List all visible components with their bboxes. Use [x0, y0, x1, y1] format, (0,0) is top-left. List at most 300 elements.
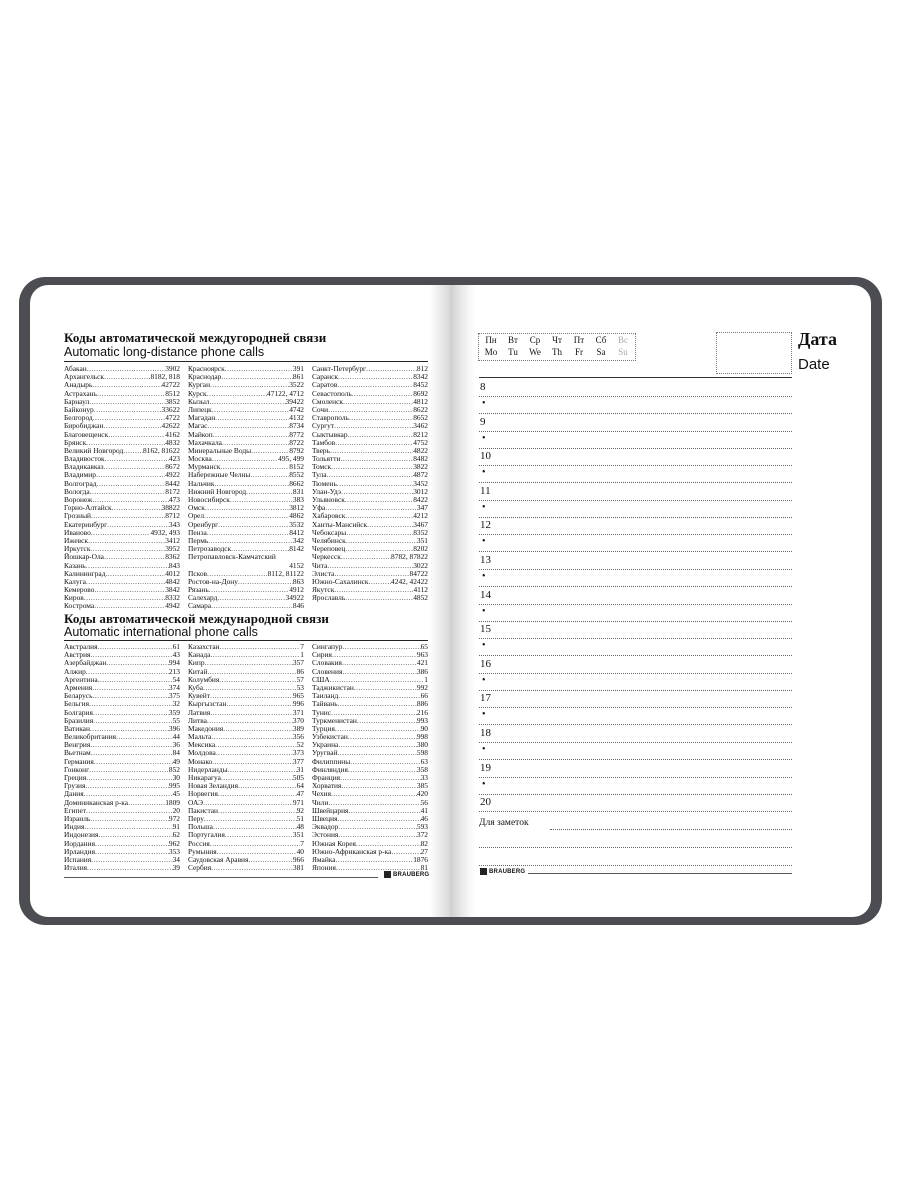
leader-dots: [219, 676, 296, 684]
city-code-row: [312, 431, 428, 439]
leader-dots: [338, 823, 417, 831]
city-code-row-code: 8782, 87822: [391, 553, 428, 562]
leader-dots: [222, 439, 289, 447]
notes-line[interactable]: [479, 847, 792, 848]
leader-dots: [92, 381, 161, 389]
date-label-en: Date: [798, 356, 830, 373]
city-code-row-code: 84722: [409, 569, 428, 578]
city-code-row: [312, 422, 428, 430]
city-code-row-name: Севастополь: [312, 389, 352, 398]
city-code-row-name: Абакан: [64, 365, 87, 373]
country-code-row-name: Словакия: [312, 659, 342, 668]
city-code-row-name: Кемерово: [64, 586, 95, 595]
subhour-line[interactable]: [479, 794, 792, 795]
country-code-row-code: 65: [420, 643, 428, 651]
date-label-ru: Дата: [798, 329, 837, 349]
city-code-row-code: 861: [292, 373, 304, 382]
city-code-row-code: 3452: [413, 479, 428, 488]
city-code-row-code: 8142: [289, 545, 304, 554]
country-code-row: [312, 733, 428, 741]
country-code-row-code: 51: [296, 814, 304, 823]
country-code-row-name: Индонезия: [64, 831, 99, 840]
city-code-row: [64, 365, 180, 373]
leader-dots: [210, 692, 293, 700]
leader-dots: [104, 553, 165, 561]
country-code-row-code: 421: [416, 659, 428, 668]
country-code-row-name: Кувейт: [188, 692, 210, 701]
city-code-row-name: Смоленск: [312, 397, 343, 406]
country-code-row-name: Хорватия: [312, 782, 342, 791]
leader-dots: [205, 504, 289, 512]
subhour-line[interactable]: [479, 448, 792, 449]
country-code-row-code: 385: [416, 782, 428, 791]
city-code-row-code: 3812: [289, 504, 304, 513]
hour-line[interactable]: [479, 638, 792, 639]
leader-dots: [215, 414, 289, 422]
country-code-row-name: Тайвань: [312, 700, 338, 709]
weekday-ru-6[interactable]: Сб: [595, 335, 607, 345]
leader-dots: [84, 790, 173, 798]
city-code-row-code: 8622: [413, 405, 428, 414]
city-code-row: [312, 504, 428, 512]
leader-dots: [225, 365, 293, 373]
country-code-row: [64, 709, 180, 717]
country-code-row: [188, 774, 304, 782]
date-box[interactable]: [716, 332, 792, 374]
city-code-row-name: Киров: [64, 594, 84, 603]
country-code-row-name: Вьетнам: [64, 749, 91, 758]
leader-dots: [238, 578, 293, 586]
leader-dots: [211, 864, 293, 872]
country-code-row-code: 353: [168, 847, 180, 856]
city-code-row-code: 843: [168, 561, 180, 570]
weekday-ru-3[interactable]: Ср: [529, 335, 541, 345]
city-code-row-name: Вологда: [64, 487, 90, 496]
country-code-row-code: 995: [168, 782, 180, 791]
city-code-row-name: Горно-Алтайск: [64, 504, 112, 513]
city-code-row-code: 8342: [413, 373, 428, 382]
city-code-row-name: Чебоксары: [312, 528, 347, 537]
country-code-row-name: Доминиканская р-ка: [64, 798, 129, 807]
country-code-row: [312, 766, 428, 774]
city-code-row: [64, 521, 180, 529]
leader-dots: [104, 373, 150, 381]
subhour-line[interactable]: [479, 413, 792, 414]
country-code-row-name: Чехия: [312, 790, 332, 799]
country-code-row: [64, 799, 180, 807]
weekday-en-5[interactable]: Fr: [574, 347, 583, 357]
leader-dots: [345, 594, 413, 602]
city-code-row: [64, 406, 180, 414]
leader-dots: [341, 553, 391, 561]
subhour-line[interactable]: [479, 517, 792, 518]
leader-dots: [209, 586, 289, 594]
leader-dots: [90, 815, 169, 823]
country-code-row: [188, 700, 304, 708]
hour-label-11: 11: [480, 484, 491, 497]
city-code-row-code: 347: [416, 504, 428, 513]
country-code-row: [312, 831, 428, 839]
leader-dots: [89, 700, 173, 708]
city-code-row-name: Барнаул: [64, 397, 90, 406]
country-code-row-code: 81: [420, 864, 428, 873]
city-code-row: [64, 578, 180, 586]
leader-dots: [86, 562, 169, 570]
hour-line[interactable]: [479, 465, 792, 466]
hour-label-15: 15: [480, 623, 491, 636]
leader-dots: [97, 643, 172, 651]
leader-dots: [238, 782, 297, 790]
leader-dots: [220, 643, 301, 651]
leader-dots: [335, 439, 413, 447]
country-code-row-name: Армения: [64, 683, 93, 692]
leader-dots: [90, 651, 172, 659]
city-code-row-name: Калуга: [64, 577, 86, 586]
leader-dots: [217, 848, 297, 856]
bullet-point: •: [482, 744, 486, 755]
hour-line[interactable]: [479, 500, 792, 501]
city-code-row-code: 3532: [289, 520, 304, 529]
weekday-en-2[interactable]: Tu: [508, 347, 518, 357]
leader-dots: [348, 807, 420, 815]
country-code-row-code: 505: [292, 774, 304, 782]
notes-line[interactable]: [550, 829, 792, 830]
country-code-row-name: Южно-Африканская р-ка: [312, 847, 392, 856]
city-code-row-name: Биробиджан: [64, 422, 104, 431]
leader-dots: [86, 668, 169, 676]
leader-dots: [207, 422, 289, 430]
country-code-row-code: 852: [168, 765, 180, 774]
country-code-row-name: Италия: [64, 864, 88, 873]
city-code-row-code: 4132: [289, 414, 304, 423]
country-code-row-name: Иордания: [64, 839, 95, 848]
leader-dots: [207, 717, 293, 725]
city-code-row: [64, 488, 180, 496]
city-code-row-name: Краснодар: [188, 373, 222, 382]
subhour-line[interactable]: [479, 655, 792, 656]
leader-dots: [337, 381, 413, 389]
notes-line[interactable]: [479, 865, 792, 866]
city-code-row-code: 4742: [289, 405, 304, 414]
subhour-line[interactable]: [479, 690, 792, 691]
hour-line[interactable]: [479, 604, 792, 605]
weekday-en-6[interactable]: Sa: [596, 347, 606, 357]
country-code-row: [64, 733, 180, 741]
leader-dots: [204, 815, 297, 823]
country-code-row-name: Гонконг: [64, 765, 90, 774]
city-code-row: [64, 570, 180, 578]
city-code-row-name: Байконур: [64, 405, 94, 414]
leader-dots: [349, 414, 413, 422]
hour-line[interactable]: [479, 534, 792, 535]
country-code-row: [64, 807, 180, 815]
country-code-row-code: 886: [416, 700, 428, 709]
city-code-row-name: Мурманск: [188, 463, 221, 472]
city-code-row-name: Череповец: [312, 545, 346, 554]
leader-dots: [212, 758, 293, 766]
leader-dots: [218, 790, 297, 798]
hour-line[interactable]: [479, 673, 792, 674]
hour-line[interactable]: [479, 396, 792, 397]
leader-dots: [92, 684, 169, 692]
leader-dots: [330, 676, 425, 684]
city-code-row-code: 495, 499: [278, 455, 304, 464]
city-code-row-name: Новосибирск: [188, 496, 230, 504]
subhour-line[interactable]: [479, 551, 792, 552]
city-code-row-code: 8212: [413, 430, 428, 439]
city-code-row: [312, 390, 428, 398]
country-code-row: [64, 643, 180, 651]
hour-line[interactable]: [479, 742, 792, 743]
leader-dots: [330, 447, 413, 455]
city-code-row-name: Хабаровск: [312, 512, 346, 521]
city-code-row: [188, 521, 304, 529]
leader-dots: [84, 594, 165, 602]
country-code-row: [64, 831, 180, 839]
country-code-row-code: 994: [168, 659, 180, 668]
country-code-row-code: 31: [296, 765, 304, 774]
country-code-row-name: Турция: [312, 724, 335, 733]
city-code-row-name: Тверь: [312, 446, 330, 455]
country-code-row-name: Мальта: [188, 733, 212, 742]
leader-dots: [86, 439, 165, 447]
leader-dots: [348, 766, 417, 774]
leader-dots: [205, 659, 293, 667]
country-code-row: [64, 676, 180, 684]
city-code-row: [188, 422, 304, 430]
city-code-row: [64, 414, 180, 422]
country-code-row-name: Венгрия: [64, 741, 91, 750]
leader-dots: [334, 570, 409, 578]
subhour-line[interactable]: [479, 482, 792, 483]
city-code-row: [188, 406, 304, 414]
city-code-row-name: Москва: [188, 455, 212, 464]
leader-dots: [213, 823, 297, 831]
hour-line[interactable]: [479, 777, 792, 778]
country-code-row: [188, 709, 304, 717]
leader-dots: [338, 831, 417, 839]
city-code-row-code: 4812: [413, 397, 428, 406]
weekday-en-7[interactable]: Su: [618, 347, 628, 357]
city-code-row-code: 3462: [413, 422, 428, 431]
city-code-row: [188, 398, 304, 406]
country-code-row-code: 53: [296, 683, 304, 692]
leader-dots: [336, 856, 414, 864]
brand-name: BRAUBERG: [489, 868, 526, 875]
subhour-line[interactable]: [479, 621, 792, 622]
leader-dots: [95, 848, 169, 856]
city-code-row: [188, 488, 304, 496]
weekday-ru-7[interactable]: Вс: [618, 335, 628, 345]
country-code-row-code: 377: [292, 757, 304, 766]
country-code-row-name: Беларусь: [64, 692, 93, 701]
leader-dots: [128, 799, 165, 807]
country-code-row-code: 56: [420, 798, 428, 807]
bullet-point: •: [482, 674, 486, 686]
city-code-row-name: Нальчик: [188, 479, 215, 488]
country-code-row-code: 54: [172, 675, 180, 684]
city-code-row: [188, 390, 304, 398]
footer-rule-right: [528, 873, 792, 874]
city-code-row: [64, 480, 180, 488]
city-code-row-name: Благовещенск: [64, 430, 109, 439]
city-code-row: [64, 447, 180, 455]
leader-dots: [218, 521, 289, 529]
leader-dots: [331, 709, 417, 717]
country-code-row-name: Узбекистан: [312, 733, 348, 742]
country-code-row-code: 971: [292, 798, 304, 807]
city-code-row-code: 846: [292, 602, 304, 611]
leader-dots: [123, 447, 143, 455]
weekday-en-3[interactable]: We: [529, 347, 541, 357]
hour-line[interactable]: [479, 811, 792, 812]
country-code-row-code: 82: [420, 839, 428, 848]
country-code-row-code: 993: [416, 716, 428, 725]
bullet-point: •: [482, 432, 486, 444]
city-code-row: [312, 373, 428, 381]
city-code-row-name: Санкт-Петербург: [312, 365, 367, 373]
country-code-row-code: 965: [292, 692, 304, 701]
city-code-row: [312, 594, 428, 602]
country-code-row-code: 216: [416, 708, 428, 717]
hour-line[interactable]: [479, 431, 792, 432]
leader-dots: [86, 807, 173, 815]
leader-dots: [207, 529, 289, 537]
country-code-row-name: Египет: [64, 806, 86, 815]
country-code-row-name: Словения: [312, 667, 343, 676]
country-code-row-name: Сирия: [312, 651, 332, 660]
leader-dots: [105, 455, 169, 463]
city-code-row-name: Курск: [188, 389, 207, 398]
weekday-en-4[interactable]: Th: [552, 347, 562, 357]
schedule-top-rule: [479, 377, 792, 378]
country-code-row-code: 1876: [413, 855, 428, 864]
country-code-row: [312, 651, 428, 659]
city-code-row: [64, 496, 180, 504]
country-code-row-code: 30: [172, 774, 180, 782]
city-code-row-code: 3952: [165, 545, 180, 554]
city-code-row-code: 3852: [165, 397, 180, 406]
country-code-row-code: 373: [292, 749, 304, 758]
city-code-row-name: Владикавказ: [64, 463, 104, 472]
leader-dots: [369, 578, 392, 586]
city-code-row-code: 4932, 493: [150, 528, 180, 537]
country-code-row: [64, 749, 180, 757]
weekday-ru-2[interactable]: Вт: [508, 335, 518, 345]
city-code-row: [312, 406, 428, 414]
country-code-row-name: Куба: [188, 683, 204, 692]
country-code-row-name: Швейцария: [312, 806, 349, 815]
country-code-row-name: США: [312, 675, 330, 684]
city-code-row-name: Пермь: [188, 536, 209, 545]
weekday-ru-4[interactable]: Чт: [552, 335, 562, 345]
country-code-row-name: Китай: [188, 667, 208, 676]
leader-dots: [210, 651, 300, 659]
country-code-row-name: Саудовская Аравия: [188, 855, 249, 864]
city-code-row-code: 4822: [413, 446, 428, 455]
country-code-row-code: 57: [296, 675, 304, 684]
hour-line[interactable]: [479, 569, 792, 570]
leader-dots: [212, 455, 278, 463]
country-code-row: [64, 741, 180, 749]
country-code-row-name: Тунис: [312, 708, 332, 717]
city-code-row: [312, 488, 428, 496]
international-title: Коды автоматической международной связи: [64, 611, 329, 626]
leader-dots: [348, 431, 414, 439]
weekday-ru-5[interactable]: Пт: [573, 335, 585, 345]
country-code-row-name: Аргентина: [64, 675, 98, 684]
city-code-row-name: Ставрополь: [312, 414, 349, 423]
country-code-row: [64, 782, 180, 790]
subhour-line[interactable]: [479, 586, 792, 587]
city-code-row: [312, 553, 428, 561]
subhour-line[interactable]: [479, 724, 792, 725]
country-code-row-name: Сингапур: [312, 643, 343, 651]
city-code-row: [188, 570, 304, 578]
city-code-row-name: Элиста: [312, 569, 335, 578]
weekday-en-1[interactable]: Mo: [484, 347, 498, 357]
country-code-row-code: 41: [420, 806, 428, 815]
country-code-row: [188, 725, 304, 733]
country-code-row-code: 66: [420, 692, 428, 701]
country-code-row: [64, 684, 180, 692]
city-code-row-name: Красноярск: [188, 365, 225, 373]
leader-dots: [95, 840, 169, 848]
country-code-row-name: Македония: [188, 724, 224, 733]
city-code-row-name: Архангельск: [64, 373, 105, 382]
leader-dots: [104, 463, 166, 471]
city-code-row: [64, 529, 180, 537]
city-code-row: [312, 578, 428, 586]
subhour-line[interactable]: [479, 759, 792, 760]
city-code-row-name: Петропавловск-Камчатский: [188, 553, 276, 562]
country-code-row-name: Австрия: [64, 651, 91, 660]
leader-dots: [338, 692, 420, 700]
leader-dots: [94, 586, 165, 594]
country-code-row-name: Австралия: [64, 643, 98, 651]
country-code-row: [312, 676, 428, 684]
weekday-ru-1[interactable]: Пн: [485, 335, 497, 345]
leader-dots: [84, 823, 172, 831]
city-code-row-code: 8412: [289, 528, 304, 537]
city-code-row-code: 4212: [413, 512, 428, 521]
country-code-row-code: 49: [172, 757, 180, 766]
country-code-row-code: 1: [300, 651, 304, 660]
country-code-row: [188, 864, 304, 872]
country-code-row-name: Таиланд: [312, 692, 339, 701]
city-code-row: [188, 562, 304, 570]
country-code-row-code: 1: [424, 675, 428, 684]
leader-dots: [207, 570, 268, 578]
country-code-row: [64, 725, 180, 733]
international-column-2: [188, 643, 304, 872]
leader-dots: [352, 390, 414, 398]
hour-label-8: 8: [480, 381, 486, 393]
country-code-row: [64, 848, 180, 856]
international-column-3: [312, 643, 428, 872]
city-code-row-code: 3022: [413, 561, 428, 570]
hour-label-18: 18: [480, 727, 491, 739]
city-code-row-name: Казань: [64, 561, 86, 570]
country-code-row: [64, 823, 180, 831]
city-code-row: [188, 431, 304, 439]
country-code-row-code: 46: [420, 814, 428, 823]
hour-line[interactable]: [479, 707, 792, 708]
country-code-row-code: 962: [168, 839, 180, 848]
city-code-row-code: 4152: [289, 561, 304, 570]
hour-label-17: 17: [480, 692, 491, 705]
country-code-row-name: Мексика: [188, 741, 216, 750]
